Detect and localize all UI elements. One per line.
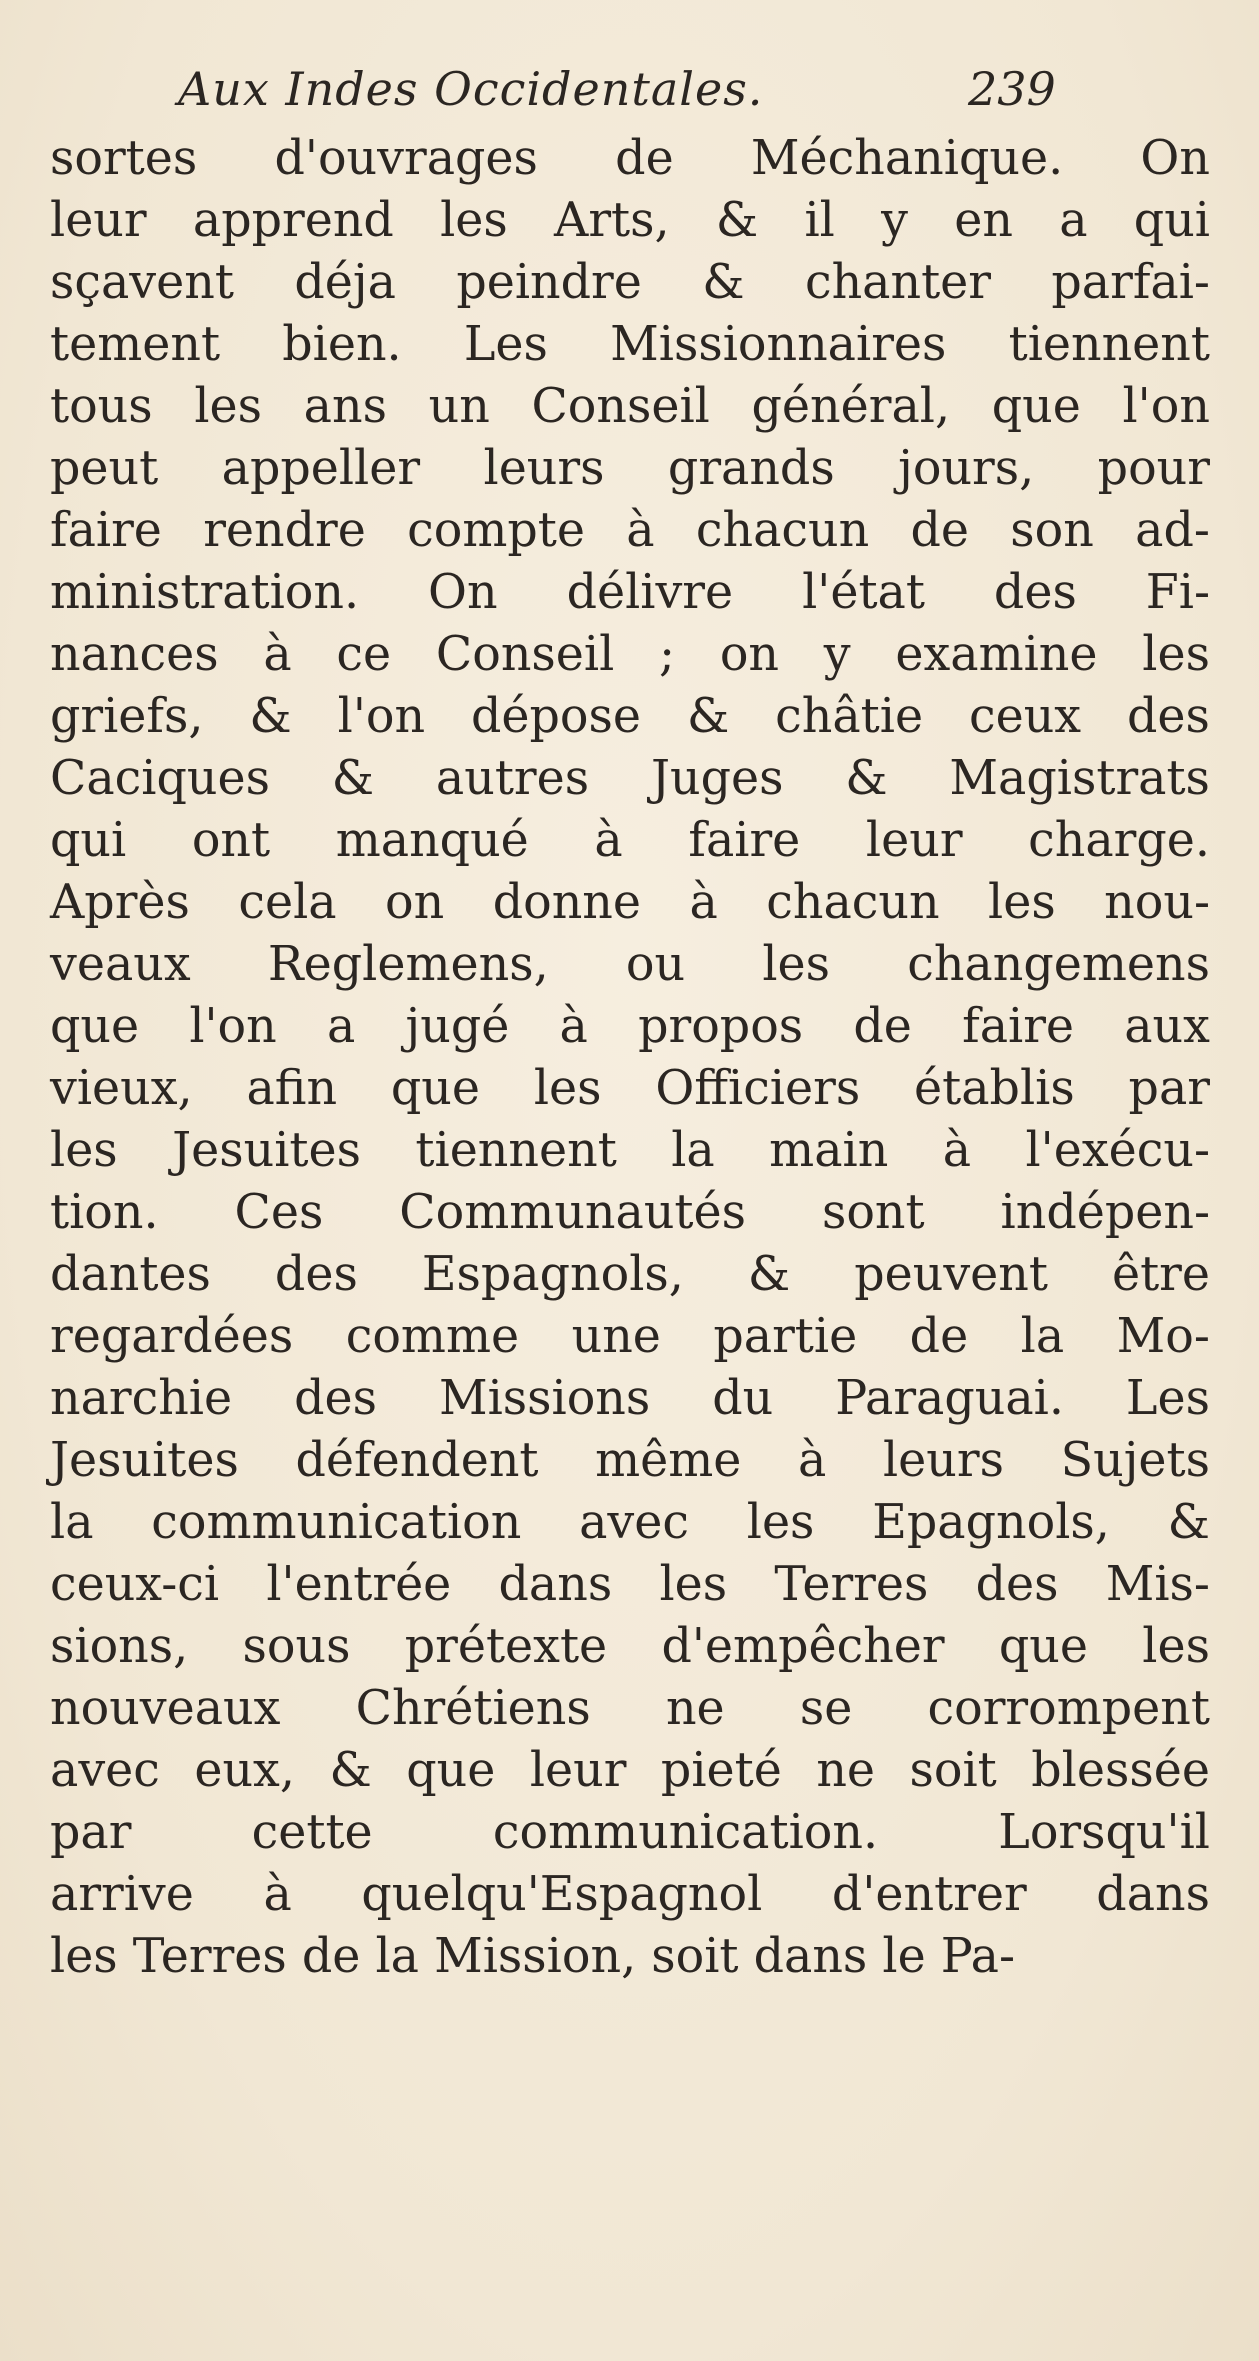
text-line: Après cela on donne à chacun les nou- xyxy=(50,875,1210,930)
text-line: leur apprend les Arts, & il y en a qui xyxy=(50,193,1210,248)
text-line: peut appeller leurs grands jours, pour xyxy=(50,441,1210,496)
text-line: sortes d'ouvrages de Méchanique. On xyxy=(50,131,1210,186)
text-line: regardées comme une partie de la Mo- xyxy=(50,1309,1210,1364)
text-line: qui ont manqué à faire leur charge. xyxy=(50,813,1210,868)
text-line: tion. Ces Communautés sont indépen- xyxy=(50,1185,1210,1240)
text-line: avec eux, & que leur pieté ne soit blessée xyxy=(50,1743,1210,1798)
text-line: dantes des Espagnols, & peuvent être xyxy=(50,1247,1210,1302)
body-text xyxy=(50,128,1210,1988)
text-line: griefs, & l'on dépose & châtie ceux des xyxy=(50,689,1210,744)
text-line: ministration. On délivre l'état des Fi- xyxy=(50,565,1210,620)
page-number: 239 xyxy=(968,62,1056,116)
text-line: arrive à quelqu'Espagnol d'entrer dans xyxy=(50,1867,1210,1922)
text-line: narchie des Missions du Paraguai. Les xyxy=(50,1371,1210,1426)
text-line: Caciques & autres Juges & Magistrats xyxy=(50,751,1210,806)
text-line: Jesuites défendent même à leurs Sujets xyxy=(50,1433,1210,1488)
text-line: la communication avec les Epagnols, & xyxy=(50,1495,1210,1550)
text-line: les Jesuites tiennent la main à l'exécu- xyxy=(50,1123,1210,1178)
text-line: vieux, afin que les Officiers établis par xyxy=(50,1061,1210,1116)
text-line: ceux-ci l'entrée dans les Terres des Mis- xyxy=(50,1557,1210,1612)
text-line: les Terres de la Mission, soit dans le Pa- xyxy=(50,1929,1016,1984)
text-line: tous les ans un Conseil général, que l'on xyxy=(50,379,1210,434)
text-line: nances à ce Conseil ; on y examine les xyxy=(50,627,1210,682)
text-line: tement bien. Les Missionnaires tiennent xyxy=(50,317,1210,372)
text-line: veaux Reglemens, ou les changemens xyxy=(50,937,1210,992)
text-line: sçavent déja peindre & chanter parfai- xyxy=(50,255,1210,310)
text-line: nouveaux Chrétiens ne se corrompent xyxy=(50,1681,1210,1736)
text-line: faire rendre compte à chacun de son ad- xyxy=(50,503,1210,558)
text-line: sions, sous prétexte d'empêcher que les xyxy=(50,1619,1210,1674)
text-line: que l'on a jugé à propos de faire aux xyxy=(50,999,1210,1054)
text-line: par cette communication. Lorsqu'il xyxy=(50,1805,1210,1860)
page-header xyxy=(0,62,1259,122)
running-head: Aux Indes Occidentales. xyxy=(178,62,764,116)
